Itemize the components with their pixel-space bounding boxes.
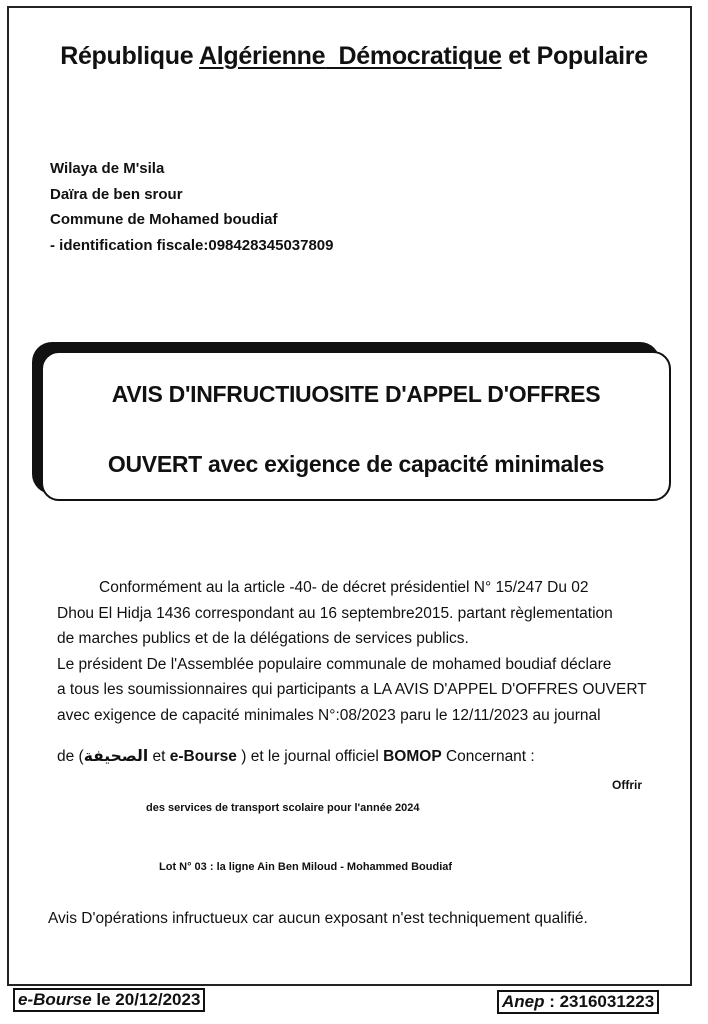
footer-ebourse-date — [13, 988, 205, 1012]
header-part-4: Démocratique — [338, 42, 502, 70]
line7-prefix: de ( — [57, 748, 84, 765]
result-statement: Avis D'opérations infructueux car aucun exposant n'est techniquement qualifié. — [48, 910, 588, 927]
line7-after: ) et le journal officiel — [236, 748, 384, 765]
fiscal-id-line: - identification fiscale:098428345037809 — [50, 236, 334, 254]
body-line-3: de marches publics et de la délégations de services publics. — [57, 630, 469, 647]
notice-body — [57, 575, 677, 770]
header-part-3 — [325, 42, 338, 70]
footer-anep-number — [497, 990, 659, 1014]
line7-end: Concernant : — [441, 748, 535, 765]
body-line-6: avec exigence de capacité minimales N°:08/2023 paru le 12/11/2023 au journal — [57, 706, 601, 724]
wilaya-line: Wilaya de M'sila — [50, 160, 165, 177]
body-line-7 — [57, 744, 677, 770]
footer-rule — [7, 984, 692, 986]
notice-title-line-1: AVIS D'INFRUCTIUOSITE D'APPEL D'OFFRES — [111, 381, 601, 407]
eboursebrand: e-Bourse — [169, 748, 237, 765]
footer-anep-label: Anep — [502, 992, 545, 1011]
header-part-2: Algérienne — [199, 42, 326, 70]
body-line-2: Dhou El Hidja 1436 correspondant au 16 septembre2015. partant règlementation — [57, 604, 613, 622]
header-part-5: et Populaire — [501, 42, 648, 70]
subject-line: des services de transport scolaire pour l'année 2024 — [146, 802, 420, 814]
footer-date: le 20/12/2023 — [91, 990, 201, 1009]
lot-line: Lot N° 03 : la ligne Ain Ben Miloud - Mohammed Boudiaf — [159, 861, 453, 873]
state-header — [0, 42, 708, 71]
body-line-4: Le président De l'Assemblée populaire communale de mohamed boudiaf déclare — [57, 655, 612, 673]
footer-anep-value: : 2316031223 — [544, 992, 655, 1011]
line7-mid: et — [148, 748, 170, 765]
arabic-newspaper-name: الصحيفة — [83, 748, 149, 765]
body-line-5: a tous les soumissionnaires qui participants a LA AVIS D'APPEL D'OFFRES OUVERT — [57, 681, 647, 698]
bomop-brand: BOMOP — [383, 748, 442, 765]
issuing-authority — [50, 156, 334, 258]
body-line-1: Conformément au la article -40- de décret présidentiel N° 15/247 Du 02 — [99, 579, 589, 596]
notice-title-box — [41, 351, 671, 501]
commune-line: Commune de Mohamed boudiaf — [50, 211, 278, 228]
notice-title-line-2: OUVERT avec exigence de capacité minimales — [107, 451, 605, 477]
offer-word: Offrir — [612, 778, 642, 792]
footer-ebourse-brand: e-Bourse — [18, 990, 92, 1009]
daira-line: Daïra de ben srour — [50, 185, 183, 203]
header-part-1: République — [60, 42, 200, 70]
